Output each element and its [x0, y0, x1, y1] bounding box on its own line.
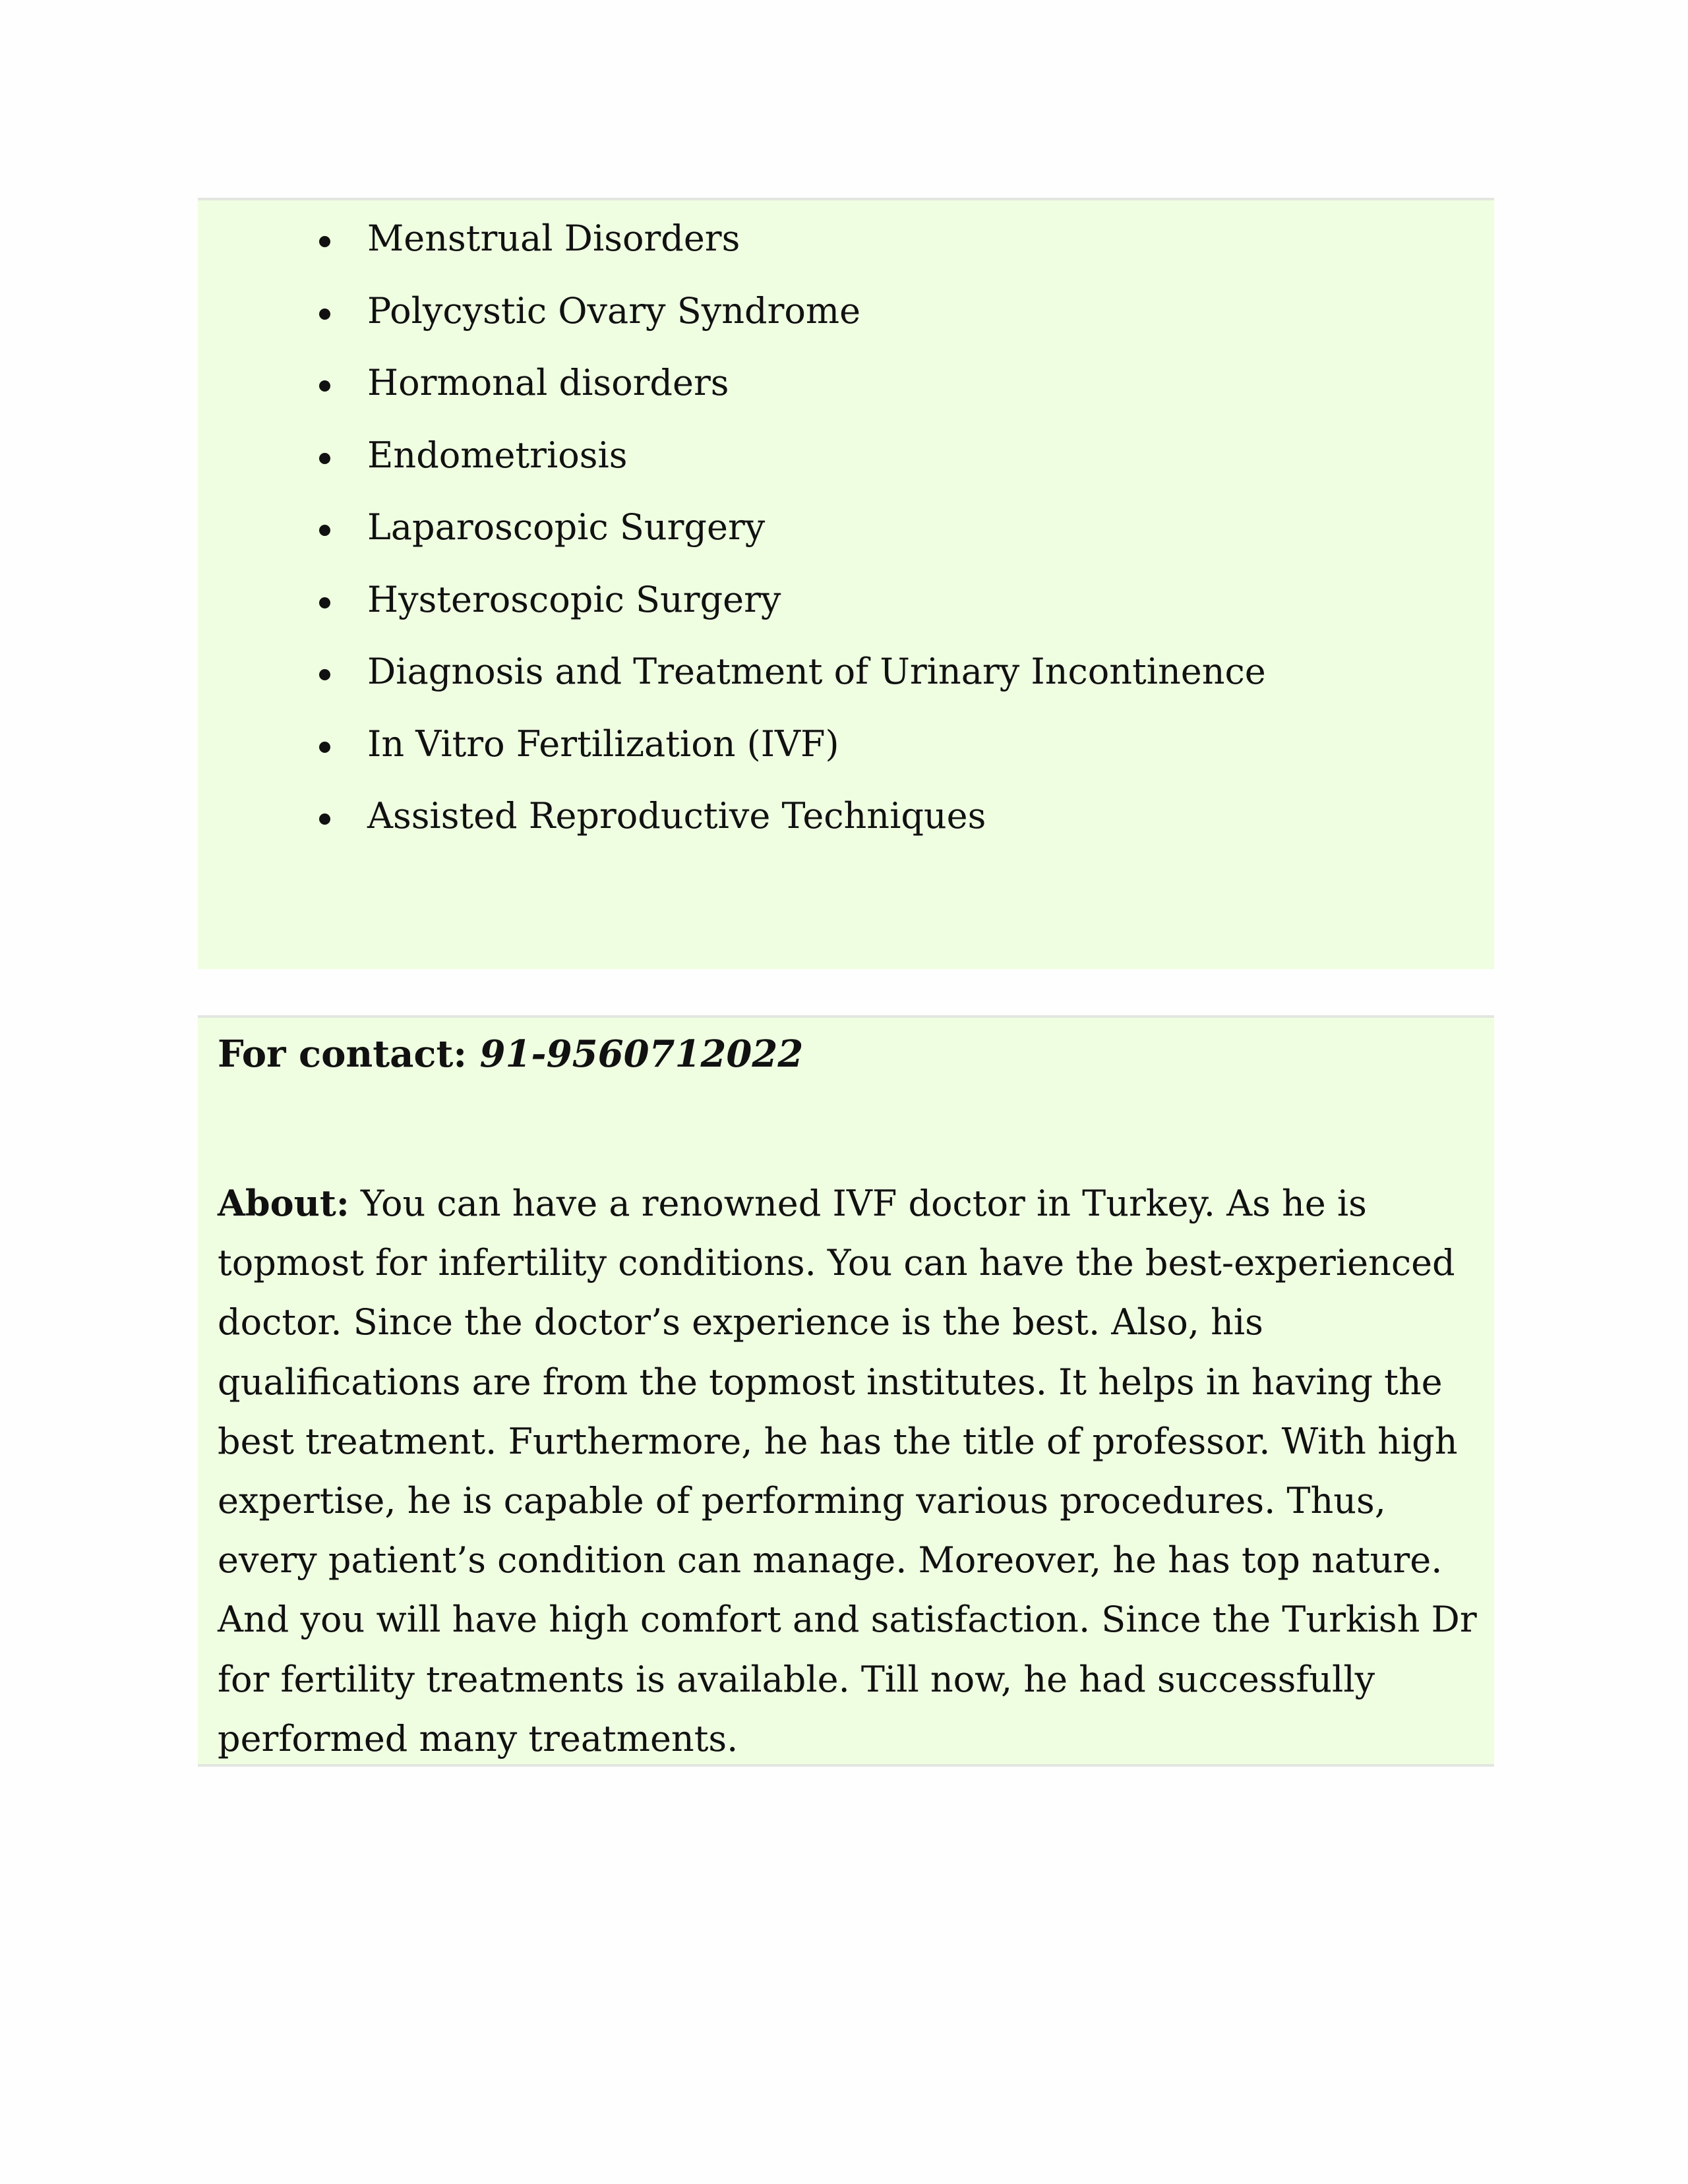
- list-item: [198, 796, 1266, 869]
- service-label: Diagnosis and Treatment of Urinary Incontinence: [367, 651, 1266, 692]
- bullet-icon: [319, 669, 330, 680]
- service-label: Polycystic Ovary Syndrome: [367, 289, 861, 332]
- list-item: [198, 436, 1266, 508]
- bullet-icon: [319, 597, 330, 608]
- bullet-icon: [319, 380, 330, 392]
- list-item: [198, 724, 1266, 797]
- service-label: Endometriosis: [367, 434, 628, 476]
- list-item: [198, 291, 1266, 364]
- services-list: [198, 219, 1266, 869]
- about-paragraph: [218, 1173, 1484, 1769]
- bullet-icon: [319, 453, 330, 464]
- service-label: Hormonal disorders: [367, 362, 729, 403]
- list-item: [198, 219, 1266, 291]
- contact-phone: 91-9560712022: [479, 1032, 804, 1076]
- service-label: In Vitro Fertilization (IVF): [367, 723, 839, 765]
- list-item: [198, 363, 1266, 436]
- bullet-icon: [319, 813, 330, 825]
- bullet-icon: [319, 525, 330, 536]
- service-label: Hysteroscopic Surgery: [367, 578, 781, 620]
- bullet-icon: [319, 309, 330, 320]
- service-label: Laparoscopic Surgery: [367, 506, 766, 548]
- list-item: [198, 508, 1266, 580]
- list-item: [198, 652, 1266, 724]
- about-label: About:: [218, 1182, 349, 1224]
- contact-line: [218, 1031, 803, 1077]
- bullet-icon: [319, 236, 330, 247]
- contact-label: For contact:: [218, 1032, 467, 1076]
- about-text: You can have a renowned IVF doctor in Turkey. As he is topmost for infertility conditions. You can have the best-experienced doctor. Since the doctor’s experience is the best. Also, his qualifications are from the topmost institutes. It helps in having the best treatment. Furthermore, he has the title of professor. With high expertise, he is capable of performing various procedures. Thus, every patient’s condition can manage. Moreover, he has top nature. And you will have high comfort and satisfaction. Since the Turkish Dr for fertility treatments is available. Till now, he had successfully performed many treatments.: [218, 1183, 1477, 1759]
- service-label: Assisted Reproductive Techniques: [367, 795, 986, 837]
- bullet-icon: [319, 742, 330, 753]
- services-panel: [198, 198, 1494, 969]
- list-item: [198, 580, 1266, 653]
- service-label: Menstrual Disorders: [367, 218, 740, 259]
- contact-panel: [198, 1015, 1494, 1767]
